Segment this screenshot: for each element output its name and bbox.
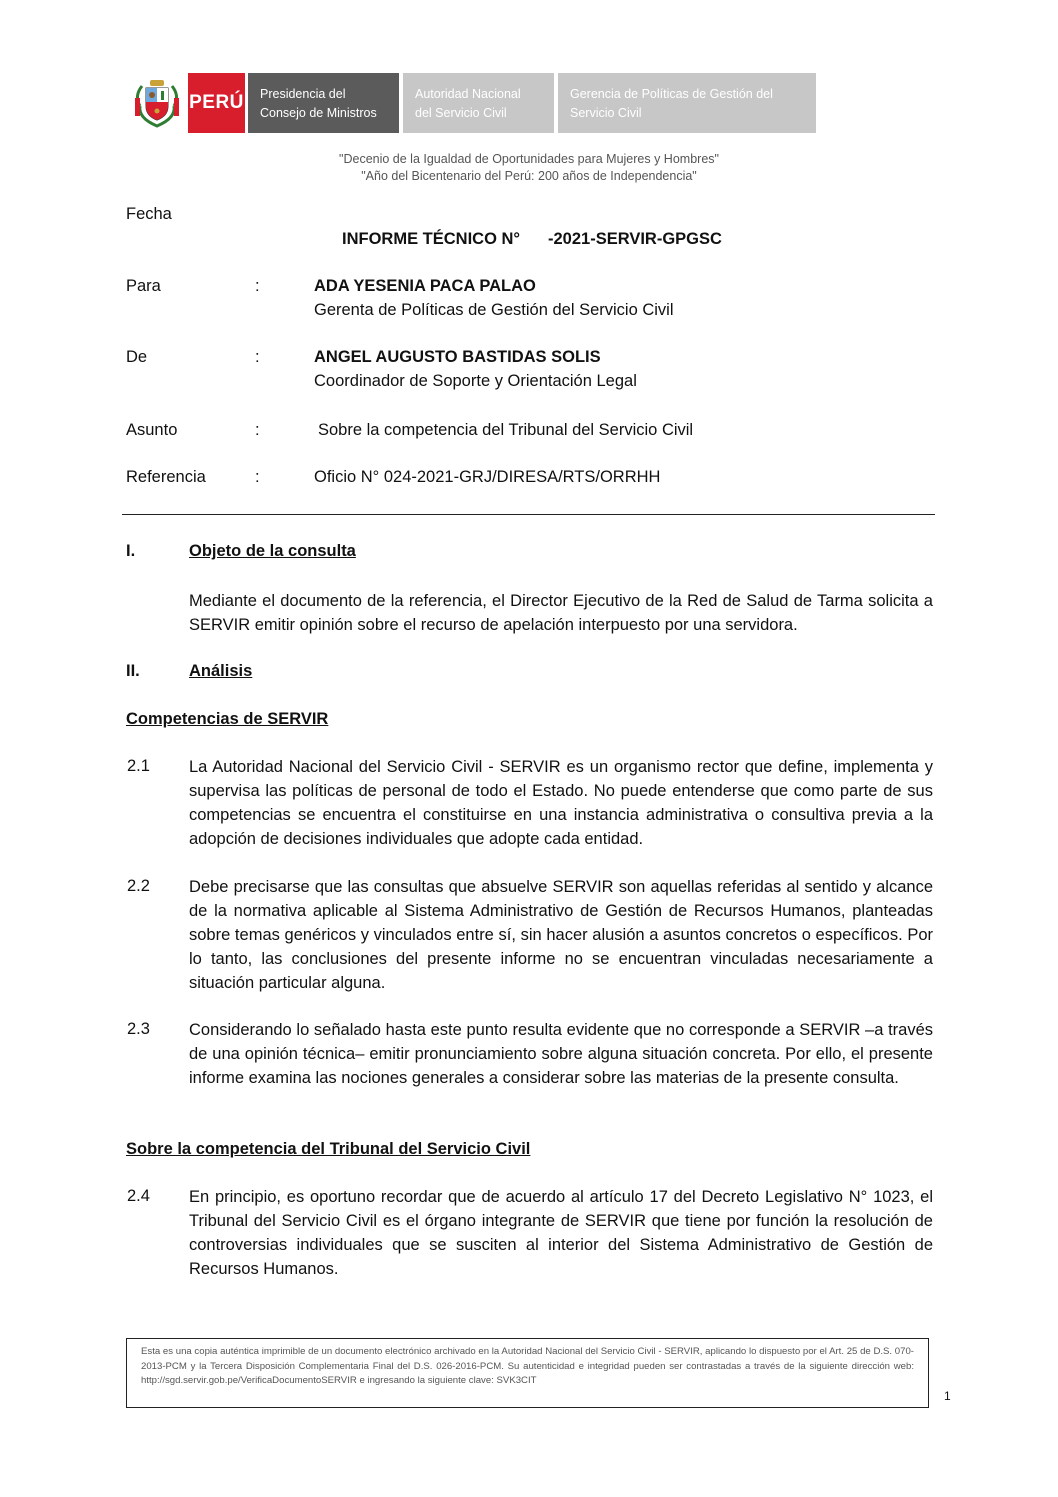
- referencia-colon: :: [255, 468, 260, 486]
- subheading-tribunal: Sobre la competencia del Tribunal del Servicio Civil: [126, 1140, 531, 1158]
- header-box-gerencia-line2: Servicio Civil: [570, 106, 642, 120]
- paragraph-2-4-number: 2.4: [127, 1187, 150, 1205]
- de-role: Coordinador de Soporte y Orientación Legal: [314, 372, 637, 390]
- paragraph-2-3-number: 2.3: [127, 1020, 150, 1038]
- header-box-gerencia-line1: Gerencia de Políticas de Gestión del: [570, 87, 773, 101]
- decenio-line-1: "Decenio de la Igualdad de Oportunidades para Mujeres y Hombres": [339, 152, 719, 166]
- paragraph-2-1-number: 2.1: [127, 757, 150, 775]
- paragraph-2-2: Debe precisarse que las consultas que absuelve SERVIR son aquellas referidas al sentido y alcance de la normativa aplicable al Sistema Administrativo de Gestión de Recursos Humanos, planteadas sobre temas genéricos y vinculados entre sí, sin hacer alusión a asuntos concretos o específicos. Por lo tanto, las conclusiones del presente informe no se encuentran vinculadas necesariamente a situación particular alguna.: [189, 878, 933, 992]
- section-2-number: II.: [126, 662, 140, 680]
- paragraph-2-4: En principio, es oportuno recordar que de acuerdo al artículo 17 del Decreto Legislativo N° 1023, el Tribunal del Servicio Civil es el órgano integrante de SERVIR que tiene por función la resolución de controversias individuales que se susciten al interior del Sistema Administrativo de Gestión de Recursos Humanos.: [189, 1188, 933, 1278]
- header-box-gerencia: [558, 73, 816, 133]
- paragraph-2-2-number: 2.2: [127, 877, 150, 895]
- referencia-label: Referencia: [126, 468, 206, 486]
- header-divider: [122, 514, 935, 515]
- subheading-competencias: Competencias de SERVIR: [126, 710, 329, 728]
- asunto-colon: :: [255, 421, 260, 439]
- header-box-pcm: [248, 73, 399, 133]
- fecha-label: Fecha: [126, 205, 172, 223]
- header-box-servir-line1: Autoridad Nacional: [415, 87, 521, 101]
- para-name: ADA YESENIA PACA PALAO: [314, 277, 536, 295]
- authenticity-notice: Esta es una copia auténtica imprimible de un documento electrónico archivado en la Autoridad Nacional del Servicio Civil - SERVIR, aplicando lo dispuesto por el Art. 25 de D.S. 070-2013-PCM y la Tercera Disposición Complementaria Final del D.S. 026-2016-PCM. Su autenticidad e integridad pueden ser contrastadas a través de la siguiente dirección web: http://sgd.servir.gob.pe/VerificaDocumentoSERVIR e ingresando la siguiente clave: SVK3CIT: [126, 1338, 929, 1408]
- header-box-pcm-line1: Presidencia del: [260, 87, 346, 101]
- section-2-title: Análisis: [189, 662, 253, 680]
- para-colon: :: [255, 277, 260, 295]
- header-box-servir: [403, 73, 554, 133]
- peru-brand-label: PERÚ: [188, 73, 245, 133]
- section-1-title: Objeto de la consulta: [189, 542, 356, 560]
- section-1-text: Mediante el documento de la referencia, el Director Ejecutivo de la Red de Salud de Tarma solicita a SERVIR emitir opinión sobre el recurso de apelación interpuesto por una servidora.: [189, 592, 933, 634]
- paragraph-2-1: La Autoridad Nacional del Servicio Civil - SERVIR es un organismo rector que define, implementa y supervisa las políticas de personal de todo el Estado. No puede entenderse que como parte de sus competencias se encuentra el constituirse en una instancia administrativa o consultiva previa a la adopción de decisiones individuales que adopte cada entidad.: [189, 758, 933, 848]
- paragraph-2-3: Considerando lo señalado hasta este punto resulta evidente que no corresponde a SERVIR –a través de una opinión técnica– emitir pronunciamiento sobre alguna situación concreta. Por ello, el presente informe examina las nociones generales a considerar sobre las materias de la presente consulta.: [189, 1021, 933, 1087]
- page-number: 1: [944, 1389, 951, 1403]
- de-colon: :: [255, 348, 260, 366]
- asunto-label: Asunto: [126, 421, 178, 439]
- para-label: Para: [126, 277, 161, 295]
- report-title-prefix: INFORME TÉCNICO N°: [342, 230, 521, 248]
- asunto-value: Sobre la competencia del Tribunal del Servicio Civil: [318, 421, 694, 439]
- header-box-servir-line2: del Servicio Civil: [415, 106, 507, 120]
- referencia-value: Oficio N° 024-2021-GRJ/DIRESA/RTS/ORRHH: [314, 468, 661, 486]
- decenio-line-2: "Año del Bicentenario del Perú: 200 años de Independencia": [361, 169, 697, 183]
- de-name: ANGEL AUGUSTO BASTIDAS SOLIS: [314, 348, 601, 366]
- para-role: Gerenta de Políticas de Gestión del Servicio Civil: [314, 301, 674, 319]
- peru-coat-of-arms-icon: [132, 76, 182, 132]
- de-label: De: [126, 348, 148, 366]
- report-title-suffix: -2021-SERVIR-GPGSC: [548, 230, 722, 248]
- header-box-pcm-line2: Consejo de Ministros: [260, 106, 377, 120]
- section-1-number: I.: [126, 542, 136, 560]
